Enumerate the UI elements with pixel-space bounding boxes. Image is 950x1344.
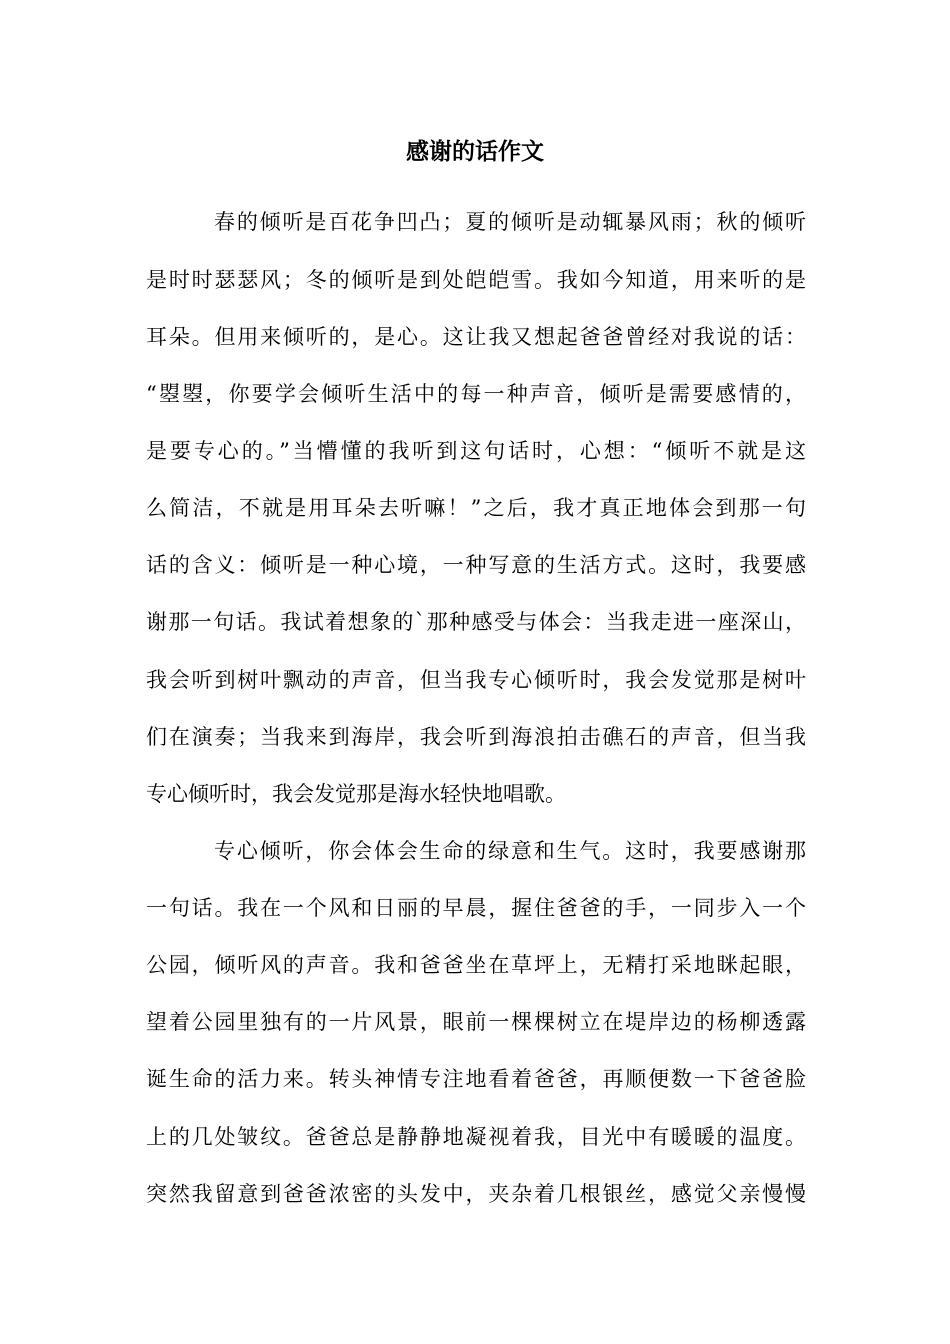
paragraph-2-line-5: 诞生命的活力来。转头神情专注地看着爸爸，再顺便数一下爸爸脸 [146, 1067, 806, 1091]
paragraph-1-line-5: 是要专心的。”当懵懂的我听到这句话时，心想：“倾听不就是这 [146, 439, 806, 463]
paragraph-1-line-11: 专心倾听时，我会发觉那是海水轻快地唱歌。 [146, 782, 566, 806]
paragraph-2-line-3: 公园，倾听风的声音。我和爸爸坐在草坪上，无精打采地眯起眼， [146, 953, 806, 977]
paragraph-2-line-4: 望着公园里独有的一片风景，眼前一棵棵树立在堤岸边的杨柳透露 [146, 1010, 806, 1034]
paragraph-1-line-3: 耳朵。但用来倾听的，是心。这让我又想起爸爸曾经对我说的话： [146, 325, 806, 349]
paragraph-1-line-6: 么简洁，不就是用耳朵去听嘛！”之后，我才真正地体会到那一句 [146, 496, 806, 520]
paragraph-2-line-6: 上的几处皱纹。爸爸总是静静地凝视着我，目光中有暖暖的温度。 [146, 1125, 806, 1149]
paragraph-1-line-2: 是时时瑟瑟风；冬的倾听是到处皑皑雪。我如今知道，用来听的是 [146, 268, 806, 292]
paragraph-1-line-9: 我会听到树叶飘动的声音，但当我专心倾听时，我会发觉那是树叶 [146, 668, 806, 692]
paragraph-1-line-7: 话的含义：倾听是一种心境，一种写意的生活方式。这时，我要感 [146, 553, 806, 577]
paragraph-1-line-8: 谢那一句话。我试着想象的`那种感受与体会：当我走进一座深山， [146, 610, 806, 634]
paragraph-2-line-7: 突然我留意到爸爸浓密的头发中，夹杂着几根银丝，感觉父亲慢慢 [146, 1182, 806, 1206]
paragraph-1-line-10: 们在演奏；当我来到海岸，我会听到海浪拍击礁石的声音，但当我 [146, 725, 806, 749]
document-title: 感谢的话作文 [406, 139, 544, 165]
paragraph-2-line-2: 一句话。我在一个风和日丽的早晨，握住爸爸的手，一同步入一个 [146, 896, 806, 920]
paragraph-2-line-1: 专心倾听，你会体会生命的绿意和生气。这时，我要感谢那 [214, 839, 806, 863]
paragraph-1-line-1: 春的倾听是百花争凹凸；夏的倾听是动辄暴风雨；秋的倾听 [214, 210, 806, 234]
paragraph-1-line-4: “曌曌，你要学会倾听生活中的每一种声音，倾听是需要感情的， [146, 382, 806, 406]
